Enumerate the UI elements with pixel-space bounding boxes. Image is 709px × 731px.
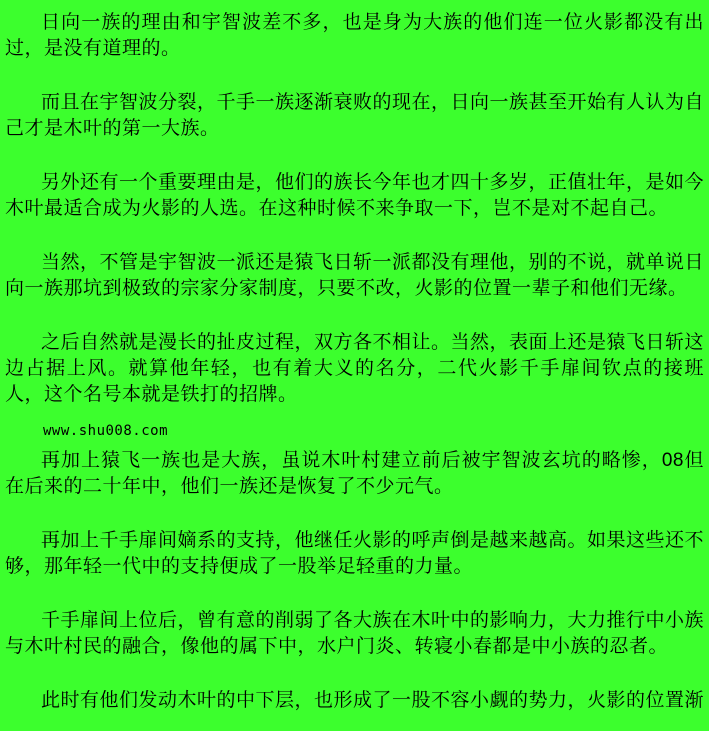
paragraph: 日向一族的理由和宇智波差不多，也是身为大族的他们连一位火影都没有出过，是没有道理的。 [5, 12, 704, 59]
paragraph: 当然，不管是宇智波一派还是猿飞日斩一派都没有理他，别的不说，就单说日向一族那坑到极致的宗家分家制度，只要不改，火影的位置一辈子和他们无缘。 [5, 252, 705, 299]
site-watermark: www.shu008.com [43, 423, 169, 439]
paragraph: 千手扉间上位后，曾有意的削弱了各大族在木叶中的影响力，大力推行中小族与木叶村民的融合，像他的属下中，水户门炎、转寝小春都是中小族的忍者。 [5, 610, 705, 657]
paragraph: 再加上猿飞一族也是大族，虽说木叶村建立前后被宇智波玄坑的略惨，08但在后来的二十年中，他们一族还是恢复了不少元气。 [5, 450, 704, 497]
paragraph: 此时有他们发动木叶的中下层，也形成了一股不容小觑的势力，火影的位置渐 [41, 690, 705, 711]
paragraph: 另外还有一个重要理由是，他们的族长今年也才四十多岁，正值壮年，是如今木叶最适合成为火影的人选。在这种时候不来争取一下，岂不是对不起自己。 [5, 172, 705, 219]
paragraph: 而且在宇智波分裂，千手一族逐渐衰败的现在，日向一族甚至开始有人认为自己才是木叶的第一大族。 [5, 92, 705, 139]
paragraph: 再加上千手扉间嫡系的支持，他继任火影的呼声倒是越来越高。如果这些还不够，那年轻一代中的支持便成了一股举足轻重的力量。 [5, 530, 705, 577]
paragraph: 之后自然就是漫长的扯皮过程，双方各不相让。当然，表面上还是猿飞日斩这边占据上风。就算他年轻，也有着大义的名分，二代火影千手扉间钦点的接班人，这个名号本就是铁打的招牌。 [5, 332, 705, 405]
